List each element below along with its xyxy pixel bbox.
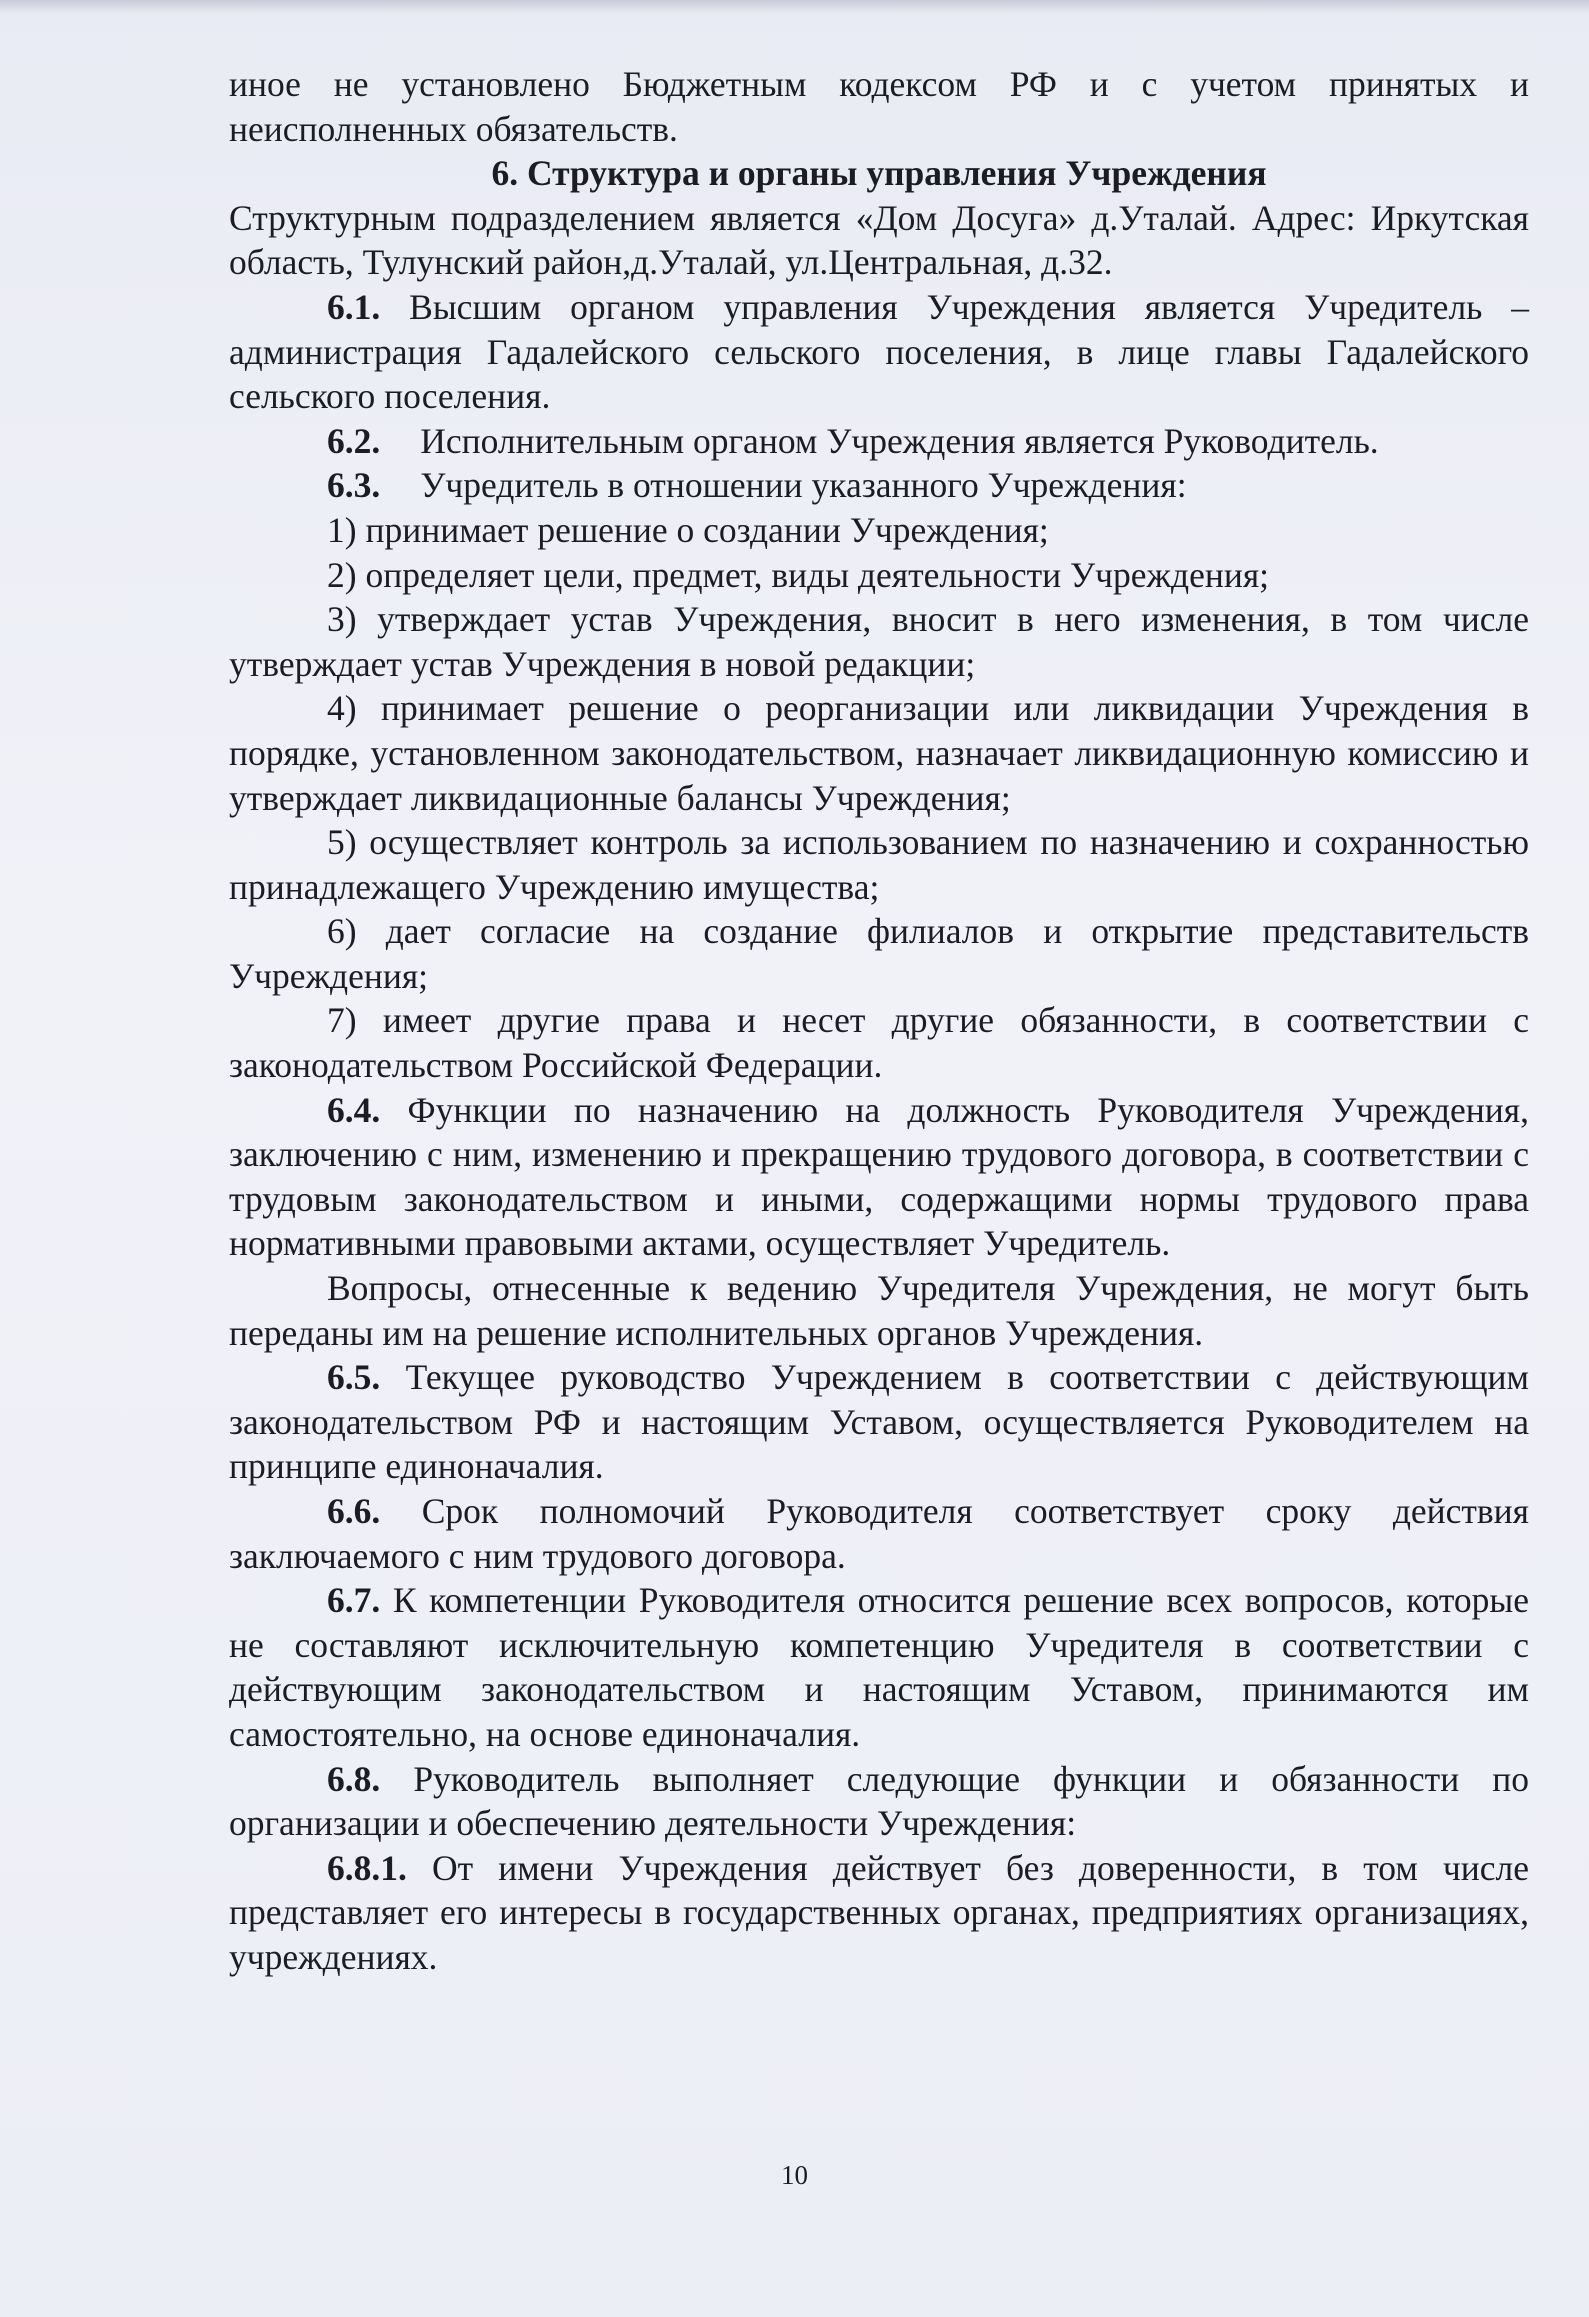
clause: [229, 463, 1529, 508]
clause-number: 6.7.: [327, 1580, 381, 1621]
paragraph: иное не установлено Бюджетным кодексом РФ и с учетом принятых и неисполненных обязательств.: [229, 64, 1529, 149]
clause-text: Срок полномочий Руководителя соответствует сроку действия заключаемого с ним трудового договора.: [229, 1491, 1530, 1576]
clause-number: 6.5.: [327, 1357, 381, 1398]
clause-number: 6.3.: [327, 465, 381, 506]
clause-text: Учредитель в отношении указанного Учреждения:: [420, 465, 1187, 506]
clause-number: 6.4.: [327, 1089, 381, 1130]
clause-text: К компетенции Руководителя относится решение всех вопросов, которые не составляют исключительную компетенцию Учредителя в соответствии с действующим законодательством и настоящим Уставом, принимаются им самостоятельно, на основе единоначалия.: [229, 1580, 1529, 1754]
clause: [229, 1757, 1529, 1846]
list-item: 7) имеет другие права и несет другие обязанности, в соответствии с законодательством Российской Федерации.: [229, 1000, 1529, 1086]
list-item: 1) принимает решение о создании Учреждения;: [327, 509, 1049, 550]
document-body: [229, 62, 1529, 1980]
clause-text: Руководитель выполняет следующие функции и обязанности по организации и обеспечению деятельности Учреждения:: [229, 1758, 1529, 1844]
clause-text: Высшим органом управления Учреждения является Учредитель – администрация Гадалейского сельского поселения, в лице главы Гадалейского сельского поселения.: [229, 286, 1529, 417]
page-number: 10: [781, 2160, 808, 2190]
clause-text: От имени Учреждения действует без доверенности, в том числе представляет его интересы в государственных органах, предприятиях организациях, учреждениях.: [229, 1847, 1530, 1977]
clause: [229, 1846, 1529, 1980]
clause: [229, 419, 1529, 464]
section-title: 6. Структура и органы управления Учреждения: [491, 153, 1267, 194]
paragraph: Вопросы, отнесенные к ведению Учредителя Учреждения, не могут быть переданы им на решение исполнительных органов Учреждения.: [229, 1268, 1529, 1353]
scan-edge: [0, 0, 1589, 14]
list-item: 6) дает согласие на создание филиалов и открытие представительств Учреждения;: [229, 911, 1529, 996]
list-item: 4) принимает решение о реорганизации или ликвидации Учреждения в порядке, установленном законодательством, назначает ликвидационную комиссию и утверждает ликвидационные балансы Учреждения;: [229, 688, 1529, 818]
clause: [229, 1578, 1529, 1756]
paragraph: Структурным подразделением является «Дом Досуга» д.Уталай. Адрес: Иркутская область, Тулунский район,д.Уталай, ул.Центральная, д.32.: [229, 197, 1529, 283]
clause-number: 6.2.: [327, 420, 381, 461]
list-item: 5) осуществляет контроль за использованием по назначению и сохранностью принадлежащего Учреждению имущества;: [229, 822, 1529, 907]
clause-text: Исполнительным органом Учреждения является Руководитель.: [420, 420, 1379, 461]
clause-number: 6.8.: [327, 1758, 381, 1799]
clause: [229, 285, 1529, 419]
clause-number: 6.6.: [327, 1491, 381, 1531]
list-item: 2) определяет цели, предмет, виды деятельности Учреждения;: [327, 554, 1270, 595]
clause: [229, 1355, 1529, 1489]
clause-number: 6.1.: [327, 286, 381, 327]
clause: [229, 1088, 1529, 1266]
clause-text: Функции по назначению на должность Руководителя Учреждения, заключению с ним, изменению и прекращению трудового договора, в соответствии с трудовым законодательством и иными, содержащими нормы трудового права нормативными правовыми актами, осуществляет Учредитель.: [229, 1089, 1529, 1264]
clause-text: Текущее руководство Учреждением в соответствии с действующим законодательством РФ и настоящим Уставом, осуществляется Руководителем на принципе единоначалия.: [229, 1357, 1529, 1487]
clause-number: 6.8.1.: [327, 1847, 407, 1888]
clause: [229, 1489, 1529, 1578]
list-item: 3) утверждает устав Учреждения, вносит в него изменения, в том числе утверждает устав Учреждения в новой редакции;: [229, 599, 1529, 684]
